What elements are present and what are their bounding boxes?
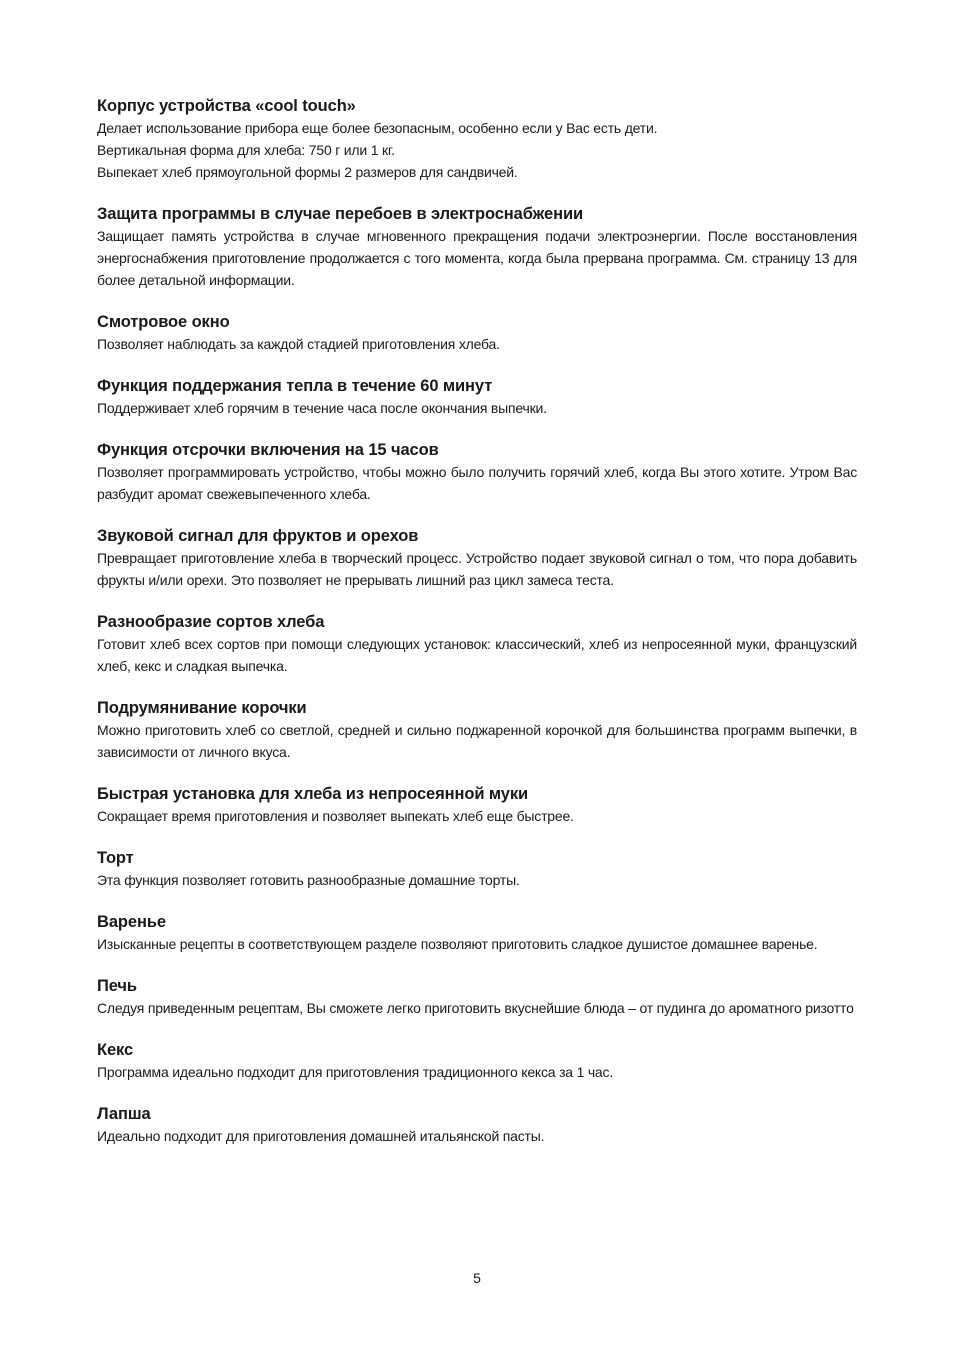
- feature-text: Изысканные рецепты в соответствующем разделе позволяют приготовить сладкое душистое домашнее варенье.: [97, 936, 818, 952]
- feature-section-cool-touch: [97, 95, 857, 183]
- feature-section-sponge-cake: [97, 1039, 857, 1083]
- feature-section-delay-timer: [97, 439, 857, 505]
- feature-title: Торт: [97, 849, 134, 867]
- feature-text: Программа идеально подходит для приготовления традиционного кекса за 1 час.: [97, 1064, 614, 1080]
- feature-title: Варенье: [97, 913, 166, 931]
- feature-text: Эта функция позволяет готовить разнообразные домашние торты.: [97, 872, 520, 888]
- feature-section-quick-wholemeal: [97, 783, 857, 827]
- feature-title: Быстрая установка для хлеба из непросеянной муки: [97, 785, 529, 803]
- feature-title: Смотровое окно: [97, 313, 230, 331]
- feature-title: Защита программы в случае перебоев в электроснабжении: [97, 205, 584, 223]
- feature-section-power-protection: [97, 203, 857, 291]
- feature-text: Вертикальная форма для хлеба: 750 г или 1 кг.: [97, 142, 395, 158]
- feature-section-jam: [97, 911, 857, 955]
- feature-text: Позволяет наблюдать за каждой стадией приготовления хлеба.: [97, 336, 500, 352]
- feature-title: Печь: [97, 977, 137, 995]
- feature-title: Функция поддержания тепла в течение 60 минут: [97, 377, 493, 395]
- feature-title: Звуковой сигнал для фруктов и орехов: [97, 527, 419, 545]
- page-number: 5: [473, 1270, 481, 1286]
- document-body: [97, 95, 857, 1147]
- feature-text: Позволяет программировать устройство, чтобы можно было получить горячий хлеб, когда Вы этого хотите. Утром Вас разбудит аромат свежевыпеченного хлеба.: [97, 464, 857, 502]
- feature-section-bread-varieties: [97, 611, 857, 677]
- feature-title: Кекс: [97, 1041, 134, 1059]
- feature-text: Выпекает хлеб прямоугольной формы 2 размеров для сандвичей.: [97, 164, 518, 180]
- feature-section-crust-browning: [97, 697, 857, 763]
- feature-section-cake: [97, 847, 857, 891]
- feature-title: Разнообразие сортов хлеба: [97, 613, 325, 631]
- feature-section-bake: [97, 975, 857, 1019]
- feature-text: Сокращает время приготовления и позволяет выпекать хлеб еще быстрее.: [97, 808, 574, 824]
- feature-text: Превращает приготовление хлеба в творческий процесс. Устройство подает звуковой сигнал о том, что пора добавить фрукты и/или орехи. Это позволяет не прерывать лишний раз цикл замеса теста.: [97, 550, 857, 588]
- feature-title: Подрумянивание корочки: [97, 699, 307, 717]
- feature-text: Можно приготовить хлеб со светлой, средней и сильно поджаренной корочкой для большинства программ выпечки, в зависимости от личного вкуса.: [97, 722, 857, 760]
- feature-section-keep-warm: [97, 375, 857, 419]
- feature-text: Готовит хлеб всех сортов при помощи следующих установок: классический, хлеб из непросеянной муки, французский хлеб, кекс и сладкая выпечка.: [97, 636, 857, 674]
- feature-section-fruit-nut-signal: [97, 525, 857, 591]
- feature-section-viewing-window: [97, 311, 857, 355]
- feature-text: Идеально подходит для приготовления домашней итальянской пасты.: [97, 1128, 545, 1144]
- feature-title: Лапша: [97, 1105, 151, 1123]
- feature-text: Делает использование прибора еще более безопасным, особенно если у Вас есть дети.: [97, 120, 658, 136]
- feature-title: Корпус устройства «cool touch»: [97, 97, 356, 115]
- feature-text: Защищает память устройства в случае мгновенного прекращения подачи электроэнергии. После восстановления энергоснабжения приготовление продолжается с того момента, когда была прервана программа. См. страницу 13 для более детальной информации.: [97, 228, 857, 288]
- feature-text: Поддерживает хлеб горячим в течение часа после окончания выпечки.: [97, 400, 547, 416]
- feature-title: Функция отсрочки включения на 15 часов: [97, 441, 439, 459]
- feature-section-noodles: [97, 1103, 857, 1147]
- feature-text: Следуя приведенным рецептам, Вы сможете легко приготовить вкуснейшие блюда – от пудинга до ароматного ризотто: [97, 1000, 854, 1016]
